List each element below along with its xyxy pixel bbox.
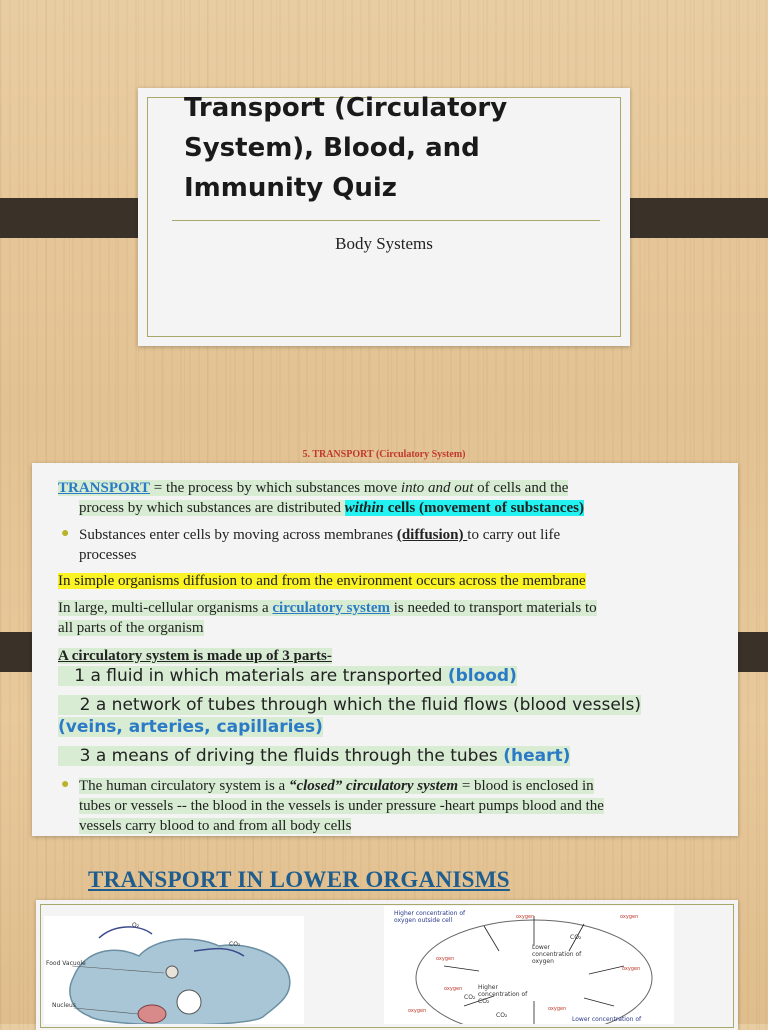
oxygen-label-1: oxygen xyxy=(516,914,535,920)
co2-label-3: CO₂ xyxy=(496,1012,508,1019)
amoeba-diagram xyxy=(44,916,304,1024)
def-text-c: of cells and the xyxy=(473,480,569,496)
title-divider xyxy=(172,220,600,221)
simple-organisms-highlight: In simple organisms diffusion to and from the environment occurs across the membrane xyxy=(58,573,586,589)
left-bar-slide2 xyxy=(0,632,32,672)
large-a: In large, multi-cellular organisms a xyxy=(58,600,273,616)
def-text-a: = the process by which substances move xyxy=(150,480,401,496)
diffusion-c: to carry out life xyxy=(467,527,561,543)
nucleus xyxy=(138,1005,166,1023)
oxygen-label-6: oxygen xyxy=(548,1006,567,1012)
part1-text: 1 a fluid in which materials are transported xyxy=(74,666,448,686)
diffusion-term: (diffusion) xyxy=(396,527,468,543)
part2-vessels: (veins, arteries, capillaries) xyxy=(58,717,323,737)
part3-text: 3 a means of driving the fluids through the tubes xyxy=(79,746,504,766)
large-c: all parts of the organism xyxy=(58,620,204,636)
part3-heart: (heart) xyxy=(503,746,571,766)
slide-subtitle: Body Systems xyxy=(335,234,433,253)
transport-definition xyxy=(58,478,698,498)
def-text-d: process by which substances are distributed xyxy=(79,500,345,516)
higher-co2-label: Higher concentration of CO₂ xyxy=(478,984,528,1005)
simple-organisms-text xyxy=(58,571,708,591)
nucleus-label: Nucleus xyxy=(52,1002,76,1009)
part1-blood: (blood) xyxy=(447,666,517,686)
transport-definition-line2 xyxy=(79,498,699,518)
oxygen-label-7: oxygen xyxy=(408,1008,427,1014)
cell-diffusion-diagram xyxy=(384,906,674,1024)
co2-label-2: CO₂ xyxy=(464,994,476,1001)
parts-heading xyxy=(58,646,678,666)
closed-c: = blood is enclosed in xyxy=(458,778,594,794)
oxygen-label-4: oxygen xyxy=(622,966,641,972)
closed-system-text xyxy=(79,776,714,836)
part2-text: 2 a network of tubes through which the fluid flows (blood vessels) xyxy=(79,695,641,715)
large-b: is needed to transport materials to xyxy=(390,600,597,616)
lower-bottom-label: Lower concentration of xyxy=(572,1016,642,1023)
vacuole xyxy=(177,990,201,1014)
lower-o2-label: Lower concentration of oxygen xyxy=(532,944,582,965)
closed-d: tubes or vessels -- the blood in the vessels is under pressure -heart pumps blood and the xyxy=(79,798,604,814)
circulatory-system-link[interactable]: circulatory system xyxy=(272,600,390,616)
o2-label: O₂ xyxy=(132,922,140,929)
diffusion-d: processes xyxy=(79,547,137,563)
amoeba-body xyxy=(70,939,290,1024)
closed-e: vessels carry blood to and from all body cells xyxy=(79,818,352,834)
def-text-f: cells (movement of substances) xyxy=(383,500,584,516)
part-2 xyxy=(58,694,698,738)
lower-organisms-banner: TRANSPORT IN LOWER ORGANISMS xyxy=(88,867,510,892)
def-into-and-out: into and out xyxy=(400,480,474,496)
amoeba-illustration xyxy=(44,916,304,1024)
higher-o2-label: Higher concentration of oxygen outside cell xyxy=(394,910,466,924)
bullet-dot-1: ● xyxy=(61,526,70,541)
parts-heading-text: A circulatory system is made up of 3 parts- xyxy=(58,648,332,664)
diffusion-text xyxy=(79,525,699,565)
food-vacuole xyxy=(166,966,178,978)
oxygen-label-5: oxygen xyxy=(444,986,463,992)
right-bar-slide1 xyxy=(612,198,768,238)
co2-label: CO₂ xyxy=(229,941,241,948)
section-heading: 5. TRANSPORT (Circulatory System) xyxy=(302,449,466,460)
diffusion-arrows xyxy=(444,916,624,1024)
bullet-dot-2: ● xyxy=(61,777,70,792)
closed-a: The human circulatory system is a xyxy=(79,778,289,794)
transport-term[interactable]: TRANSPORT xyxy=(58,480,150,496)
oxygen-label-2: oxygen xyxy=(620,914,639,920)
oxygen-label-3: oxygen xyxy=(436,956,455,962)
def-within: within xyxy=(344,500,384,516)
food-vacuole-label: Food Vacuole xyxy=(46,960,86,967)
large-organisms-text xyxy=(58,598,718,638)
left-bar-slide1 xyxy=(0,198,156,238)
closed-term: “closed” circulatory system xyxy=(288,778,459,794)
diffusion-a: Substances enter cells by moving across membranes xyxy=(79,527,397,543)
co2-label-1: CO₂ xyxy=(570,934,582,941)
part-1 xyxy=(58,665,678,687)
arrow-in-o2 xyxy=(99,927,152,938)
part-3 xyxy=(58,745,698,767)
slide-title: Transport (Circulatory System), Blood, and Immunity Quiz xyxy=(184,93,508,203)
